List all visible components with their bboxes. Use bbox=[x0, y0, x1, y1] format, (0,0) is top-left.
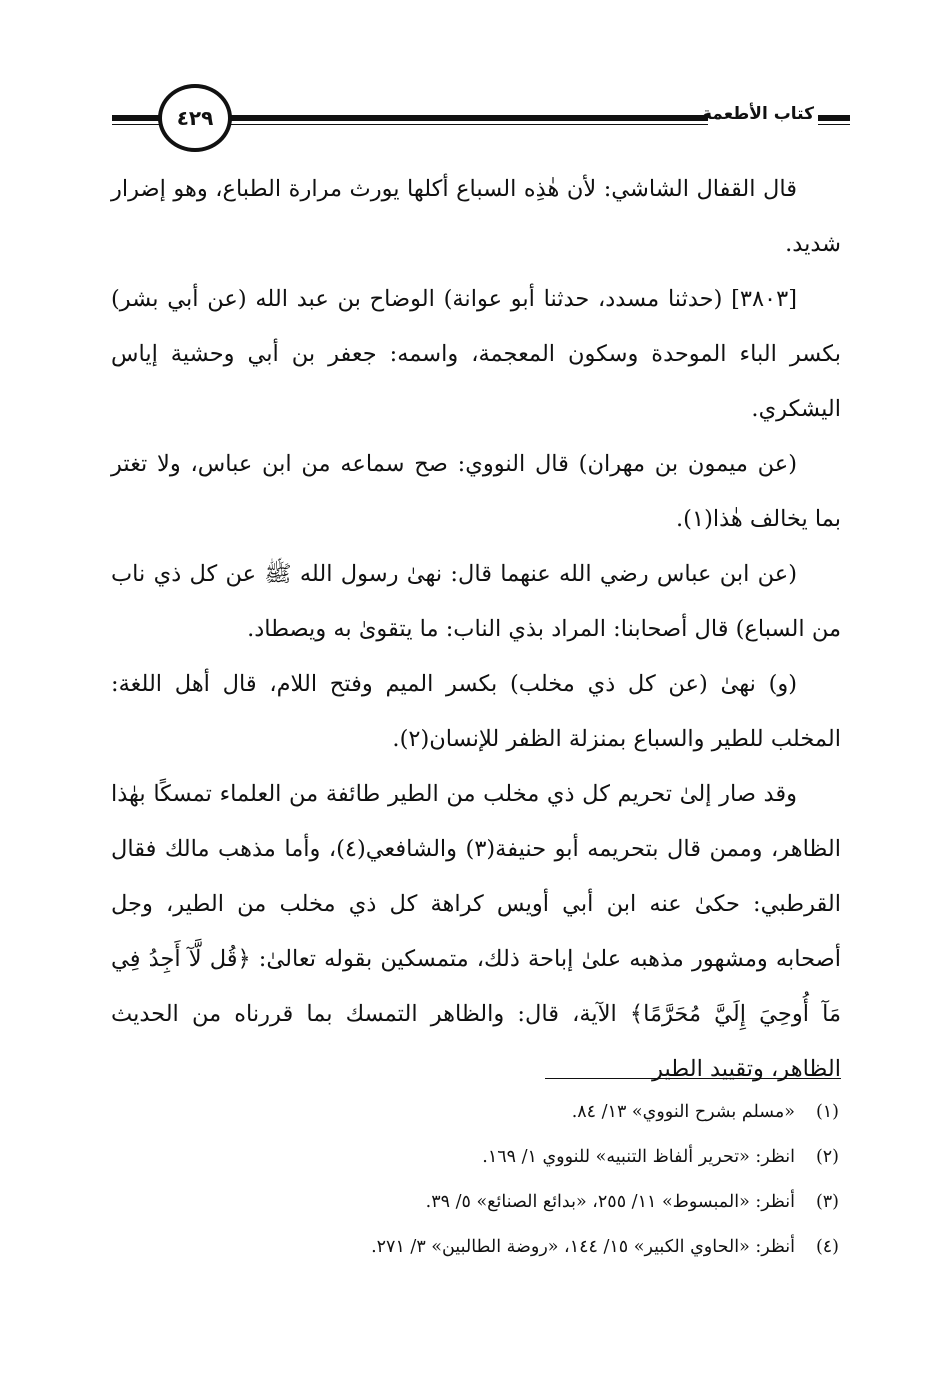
footnote-number: (٢) bbox=[815, 1147, 839, 1167]
footnote-text: انظر: «تحرير ألفاظ التنبيه» للنووي ١/ ١٦٩. bbox=[482, 1147, 795, 1167]
paragraph: (عن ميمون بن مهران) قال النووي: صح سماعه من ابن عباس، ولا تغتر بما يخالف هٰذا(١). bbox=[111, 451, 841, 532]
footnote-number: (٤) bbox=[815, 1237, 839, 1257]
paragraph: [٣٨٠٣] (حدثنا مسدد، حدثنا أبو عوانة) الوضاح بن عبد الله (عن أبي بشر) بكسر الباء الموحدة وسكون المعجمة، واسمه: جعفر بن أبي وحشية إياس اليشكري. bbox=[111, 286, 841, 422]
book-title: كتاب الأطعمة bbox=[701, 104, 814, 124]
paragraph: قال القفال الشاشي: لأن هٰذِه السباع أكلها يورث مرارة الطباع، وهو إضرار شديد. bbox=[111, 176, 841, 257]
header-rule-left bbox=[112, 115, 160, 121]
footnote-number: (٣) bbox=[815, 1192, 839, 1212]
paragraph: (عن ابن عباس رضي الله عنهما قال: نهىٰ رسول الله ﷺ عن كل ذي ناب من السباع) قال أصحابنا: المراد بذي الناب: ما يتقوىٰ به ويصطاد. bbox=[111, 561, 841, 642]
paragraph: وقد صار إلىٰ تحريم كل ذي مخلب من الطير طائفة من العلماء تمسكًا بهٰذا الظاهر، وممن قال بتحريمه أبو حنيفة(٣) والشافعي(٤)، وأما مذهب مالك فقال القرطبي: حكىٰ عنه ابن أبي أويس كراهة كل ذي مخلب من الطير، وجل أصحابه ومشهور مذهبه علىٰ إباحة ذلك، متمسكين بقوله تعالىٰ: ﴿قُل لَّآ أَجِدُ فِي مَآ أُوحِيَ إِلَيَّ مُحَرَّمًا﴾ الآية، قال: والظاهر التمسك بما قررناه من الحديث الظاهر، وتقييد الطير bbox=[111, 781, 841, 1082]
footnote-text: أنظر: «الحاوي الكبير» ١٥/ ١٤٤، «روضة الطالبين» ٣/ ٢٧١. bbox=[371, 1237, 795, 1257]
footnote-text: «مسلم بشرح النووي» ١٣/ ٨٤. bbox=[571, 1102, 795, 1122]
page-number: ٤٢٩ bbox=[158, 84, 232, 152]
header-rule-right bbox=[818, 115, 850, 121]
footnote bbox=[109, 1180, 839, 1225]
footnote bbox=[109, 1090, 839, 1135]
footnotes bbox=[109, 1090, 839, 1270]
footnote-text: أنظر: «المبسوط» ١١/ ٢٥٥، «بدائع الصنائع» ٥/ ٣٩. bbox=[425, 1192, 795, 1212]
footnote-number: (١) bbox=[815, 1102, 839, 1122]
header-rule bbox=[222, 115, 708, 121]
footnote bbox=[109, 1225, 839, 1270]
footnote-separator bbox=[545, 1078, 841, 1079]
main-text bbox=[111, 162, 841, 1097]
footnote bbox=[109, 1135, 839, 1180]
paragraph: (و) نهىٰ (عن كل ذي مخلب) بكسر الميم وفتح اللام، قال أهل اللغة: المخلب للطير والسباع بمنزلة الظفر للإنسان(٢). bbox=[111, 671, 841, 752]
